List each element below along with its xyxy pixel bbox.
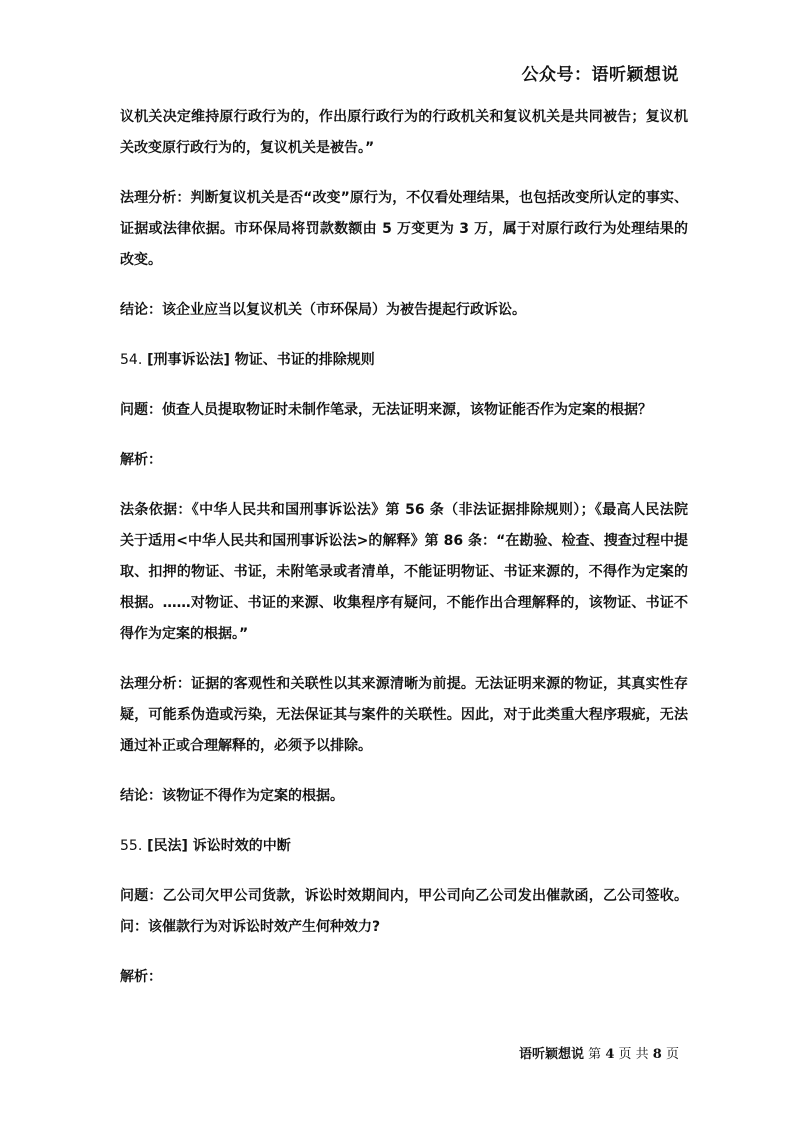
paragraph-legal-analysis: 法理分析：证据的客观性和关联性以其来源清晰为前提。无法证明来源的物证，其真实性存疑，可能系伪造或污染，无法保证其与案件的关联性。因此，对于此类重大程序瑕疵，无法通过补正或合理解释的，必须予以排除。 (120, 676, 688, 754)
paragraph-legal-analysis: 法理分析：判断复议机关是否“改变”原行为，不仅看处理结果，也包括改变所认定的事实、证据或法律依据。市环保局将罚款数额由 5 万变更为 3 万，属于对原行政行为处理结果的改变。 (120, 190, 688, 268)
page-footer (519, 1043, 679, 1062)
footer-page-current: 4 (605, 1047, 615, 1062)
section-title: [民法] 诉讼时效的中断 (147, 838, 291, 854)
section-heading-55 (120, 831, 688, 862)
paragraph-question: 问题：乙公司欠甲公司货款，诉讼时效期间内，甲公司向乙公司发出催款函，乙公司签收。问：该催款行为对诉讼时效产生何种效力? (120, 888, 688, 935)
paragraph-question: 问题：侦查人员提取物证时未制作笔录，无法证明来源，该物证能否作为定案的根据？ (120, 402, 652, 418)
section-heading-54 (120, 345, 688, 376)
footer-page-total: 8 (652, 1047, 662, 1062)
paragraph-analysis-label: 解析： (120, 969, 162, 985)
footer-page-prefix: 第 (588, 1047, 602, 1062)
section-title: [刑事诉讼法] 物证、书证的排除规则 (147, 352, 375, 368)
paragraph-analysis-label: 解析： (120, 452, 162, 468)
footer-page-middle: 页 共 (618, 1047, 649, 1062)
section-number: 55. (120, 838, 143, 854)
paragraph-conclusion: 结论：该物证不得作为定案的根据。 (120, 788, 344, 804)
paragraph-conclusion: 结论：该企业应当以复议机关（市环保局）为被告提起行政诉讼。 (120, 302, 526, 318)
paragraph-legal-basis: 法条依据：《中华人民共和国刑事诉讼法》第 56 条（非法证据排除规则）；《最高人民法院关于适用<中华人民共和国刑事诉讼法>的解释》第 86 条：“在勘验、检查、搜查过程中提取、扣押的物证、书证，未附笔录或者清单，不能证明物证、书证来源的，不得作为定案的根据。……对物证、书证的来源、收集程序有疑问，不能作出合理解释的，该物证、书证不得作为定案的根据。” (120, 502, 688, 642)
document-body (120, 102, 688, 1012)
paragraph-continuation: 议机关决定维持原行政行为的，作出原行政行为的行政机关和复议机关是共同被告；复议机关改变原行政行为的，复议机关是被告。” (120, 109, 688, 156)
section-number: 54. (120, 352, 143, 368)
footer-brand: 语听颖想说 (519, 1047, 585, 1062)
header-brand: 公众号：语听颖想说 (521, 65, 679, 85)
footer-page-suffix: 页 (665, 1047, 679, 1062)
